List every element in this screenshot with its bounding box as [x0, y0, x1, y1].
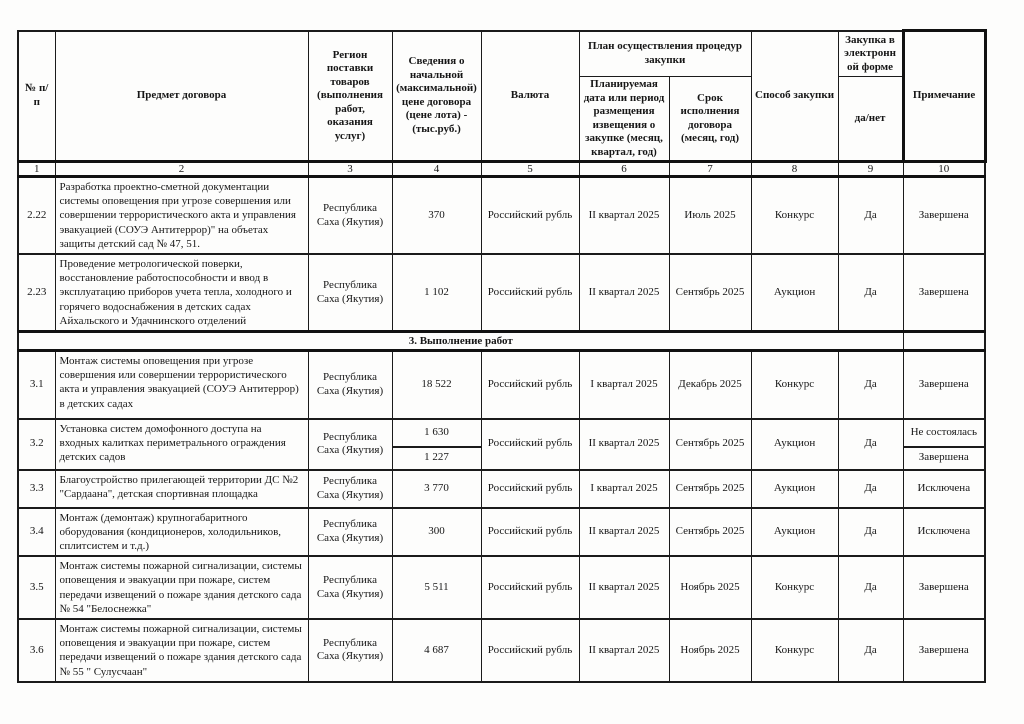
cell-note: Завершена — [903, 254, 985, 332]
header-electronic: Закупка в электронной форме — [838, 31, 903, 77]
column-number-cell: 6 — [579, 162, 669, 177]
cell-num: 2.22 — [18, 177, 55, 255]
cell-subject: Монтаж системы пожарной сигнализации, системы оповещения и эвакуации при пожаре, систем передачи извещений о пожаре здания детского сада № 55 " Сулусчаан" — [55, 619, 308, 682]
cell-subject: Монтаж системы оповещения при угрозе совершения или совершении террористического акта и управления эвакуацией (СОУЭ Антитеррор) в детских садах — [55, 351, 308, 419]
cell-plan-date: I квартал 2025 — [579, 470, 669, 508]
cell-note-top: Не состоялась — [903, 419, 985, 447]
section-title-cell: 3. Выполнение работ — [18, 332, 903, 351]
section-row — [18, 332, 985, 351]
cell-term: Сентябрь 2025 — [669, 419, 751, 470]
table-row — [18, 177, 985, 255]
header-term: Срок исполнения договора (месяц, год) — [669, 77, 751, 162]
cell-term: Ноябрь 2025 — [669, 619, 751, 682]
cell-price: 3 770 — [392, 470, 481, 508]
cell-currency: Российский рубль — [481, 351, 579, 419]
cell-price: 1 102 — [392, 254, 481, 332]
cell-region: Республика Саха (Якутия) — [308, 508, 392, 557]
cell-note: Исключена — [903, 470, 985, 508]
header-plan-date: Планируемая дата или период размещения извещения о закупке (месяц, квартал, год) — [579, 77, 669, 162]
cell-price-top: 1 630 — [392, 419, 481, 447]
header-region: Регион поставки товаров (выполнения работ, оказания услуг) — [308, 31, 392, 162]
column-number-cell: 5 — [481, 162, 579, 177]
cell-num: 3.3 — [18, 470, 55, 508]
cell-price: 370 — [392, 177, 481, 255]
cell-currency: Российский рубль — [481, 470, 579, 508]
cell-electronic: Да — [838, 177, 903, 255]
cell-price-bottom: 1 227 — [392, 447, 481, 470]
cell-currency: Российский рубль — [481, 177, 579, 255]
header-row-top — [18, 31, 985, 77]
cell-electronic: Да — [838, 556, 903, 619]
cell-plan-date: II квартал 2025 — [579, 556, 669, 619]
table-row — [18, 508, 985, 557]
cell-num: 3.2 — [18, 419, 55, 470]
section-note-cell — [903, 332, 985, 351]
cell-plan-date: II квартал 2025 — [579, 177, 669, 255]
column-number-cell: 10 — [903, 162, 985, 177]
table-row — [18, 619, 985, 682]
cell-term: Сентябрь 2025 — [669, 508, 751, 557]
cell-method: Аукцион — [751, 470, 838, 508]
table-row-split-top — [18, 419, 985, 447]
cell-electronic: Да — [838, 508, 903, 557]
table-row — [18, 351, 985, 419]
table-row — [18, 470, 985, 508]
cell-subject: Разработка проектно-сметной документации системы оповещения при угрозе совершения или совершении террористического акта и управления эвакуацией (СОУЭ Антитеррор)" на объетах защиты детский сад № 47, 51. — [55, 177, 308, 255]
cell-plan-date: II квартал 2025 — [579, 419, 669, 470]
cell-electronic: Да — [838, 419, 903, 470]
cell-subject: Монтаж системы пожарной сигнализации, системы оповещения и эвакуации при пожаре, систем передачи извещений о пожаре здания детского сада № 54 "Белоснежка" — [55, 556, 308, 619]
column-number-cell: 8 — [751, 162, 838, 177]
cell-method: Аукцион — [751, 254, 838, 332]
cell-note: Завершена — [903, 351, 985, 419]
cell-subject: Благоустройство прилегающей территории ДС №2 "Сардаана", детская спортивная площадка — [55, 470, 308, 508]
cell-method: Конкурс — [751, 177, 838, 255]
cell-term: Июль 2025 — [669, 177, 751, 255]
cell-price: 300 — [392, 508, 481, 557]
cell-electronic: Да — [838, 351, 903, 419]
cell-note: Завершена — [903, 556, 985, 619]
cell-plan-date: II квартал 2025 — [579, 254, 669, 332]
header-subject: Предмет договора — [55, 31, 308, 162]
cell-method: Конкурс — [751, 556, 838, 619]
cell-currency: Российский рубль — [481, 419, 579, 470]
header-method: Способ закупки — [751, 31, 838, 162]
cell-num: 3.4 — [18, 508, 55, 557]
cell-method: Конкурс — [751, 351, 838, 419]
cell-num: 3.5 — [18, 556, 55, 619]
column-number-cell: 3 — [308, 162, 392, 177]
cell-price: 18 522 — [392, 351, 481, 419]
header-note: Примечание — [903, 31, 985, 162]
cell-electronic: Да — [838, 619, 903, 682]
cell-region: Республика Саха (Якутия) — [308, 470, 392, 508]
cell-region: Республика Саха (Якутия) — [308, 619, 392, 682]
cell-price: 4 687 — [392, 619, 481, 682]
header-num: № п/п — [18, 31, 55, 162]
cell-method: Конкурс — [751, 619, 838, 682]
cell-plan-date: II квартал 2025 — [579, 619, 669, 682]
header-plan-group: План осуществления процедур закупки — [579, 31, 751, 77]
cell-note: Завершена — [903, 177, 985, 255]
column-number-cell: 9 — [838, 162, 903, 177]
cell-num: 2.23 — [18, 254, 55, 332]
cell-num: 3.6 — [18, 619, 55, 682]
header-price: Сведения о начальной (максимальной) цене договора (цене лота) - (тыс.руб.) — [392, 31, 481, 162]
cell-method: Аукцион — [751, 508, 838, 557]
column-number-cell: 2 — [55, 162, 308, 177]
header-currency: Валюта — [481, 31, 579, 162]
cell-currency: Российский рубль — [481, 619, 579, 682]
table-row — [18, 254, 985, 332]
column-number-cell: 1 — [18, 162, 55, 177]
cell-electronic: Да — [838, 470, 903, 508]
cell-region: Республика Саха (Якутия) — [308, 254, 392, 332]
cell-plan-date: II квартал 2025 — [579, 508, 669, 557]
cell-term: Сентябрь 2025 — [669, 254, 751, 332]
column-number-cell: 4 — [392, 162, 481, 177]
cell-plan-date: I квартал 2025 — [579, 351, 669, 419]
column-numbers-row — [18, 162, 985, 177]
cell-electronic: Да — [838, 254, 903, 332]
column-number-cell: 7 — [669, 162, 751, 177]
cell-method: Аукцион — [751, 419, 838, 470]
procurement-plan-table — [17, 29, 987, 683]
table-row — [18, 556, 985, 619]
cell-note-bottom: Завершена — [903, 447, 985, 470]
cell-region: Республика Саха (Якутия) — [308, 556, 392, 619]
cell-num: 3.1 — [18, 351, 55, 419]
cell-note: Завершена — [903, 619, 985, 682]
cell-currency: Российский рубль — [481, 508, 579, 557]
header-electronic-yesno: да/нет — [838, 77, 903, 162]
cell-currency: Российский рубль — [481, 254, 579, 332]
cell-region: Республика Саха (Якутия) — [308, 351, 392, 419]
table-header — [18, 31, 985, 162]
cell-region: Республика Саха (Якутия) — [308, 419, 392, 470]
cell-price: 5 511 — [392, 556, 481, 619]
cell-currency: Российский рубль — [481, 556, 579, 619]
cell-subject: Установка систем домофонного доступа на входных калитках периметрального ограждения детских садов — [55, 419, 308, 470]
cell-subject: Проведение метрологической поверки, восстановление работоспособности и ввод в эксплуатацию приборов учета тепла, холодного и горячего водоснабжения в детских садах Айхальского и Удачнинского отделений — [55, 254, 308, 332]
cell-term: Сентябрь 2025 — [669, 470, 751, 508]
cell-subject: Монтаж (демонтаж) крупногабаритного оборудования (кондиционеров, холодильников, сплитсистем и т.д.) — [55, 508, 308, 557]
cell-note: Исключена — [903, 508, 985, 557]
cell-region: Республика Саха (Якутия) — [308, 177, 392, 255]
cell-term: Декабрь 2025 — [669, 351, 751, 419]
cell-term: Ноябрь 2025 — [669, 556, 751, 619]
